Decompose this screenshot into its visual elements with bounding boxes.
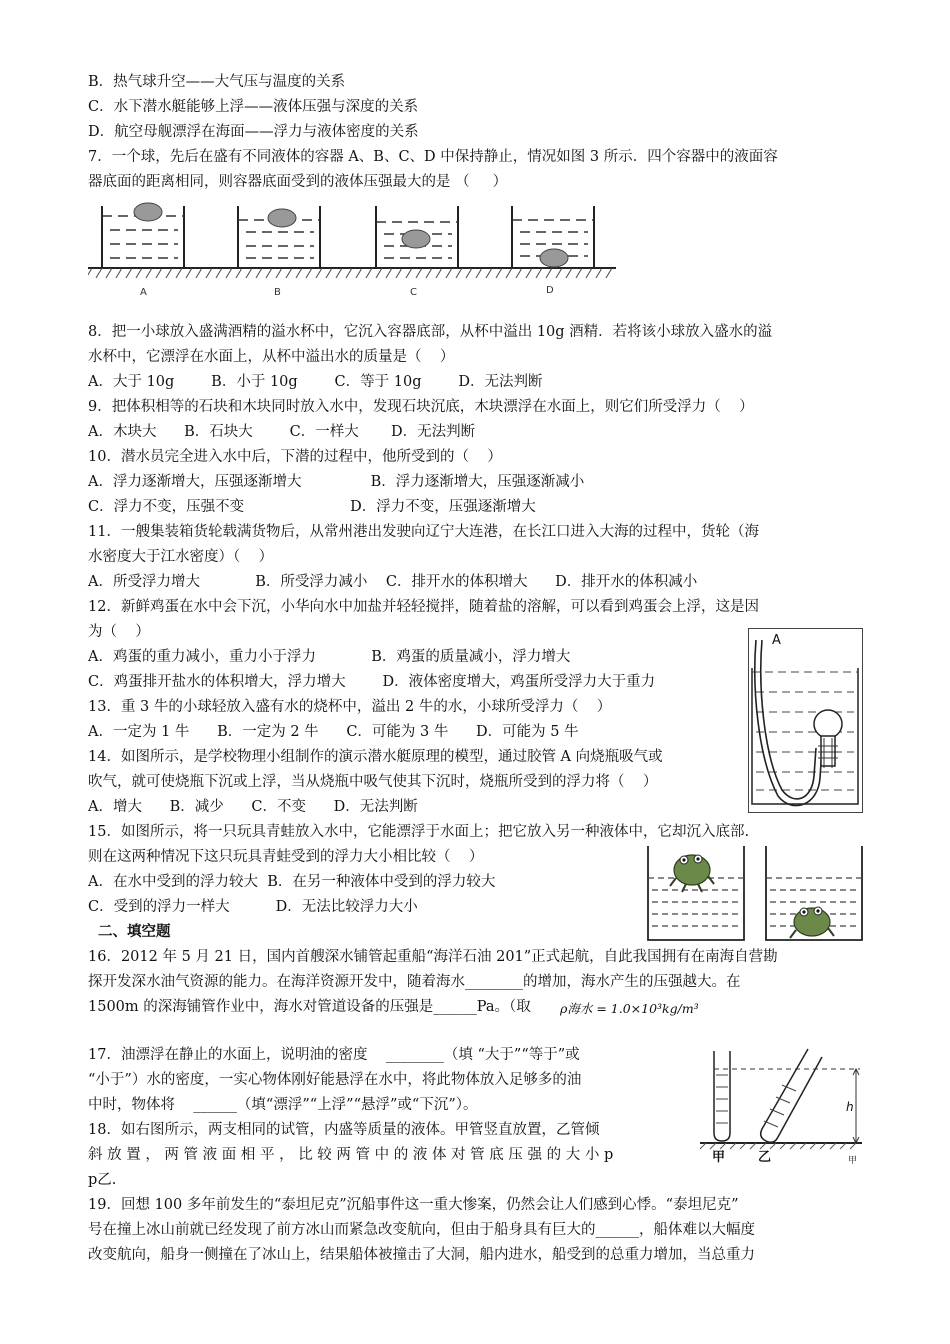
label-c: C	[410, 287, 417, 298]
question-11-cont: 水密度大于江水密度）（ ）	[88, 549, 274, 565]
q11-options: A．所受浮力增大 B．所受浮力减小 C．排开水的体积增大 D．排开水的体积减小	[88, 574, 698, 590]
question-15: 15．如图所示，将一只玩具青蛙放入水中，它能漂浮于水面上；把它放入另一种液体中，它却沉入底部.	[88, 824, 750, 840]
question-16-cont: 探开发深水油气资源的能力。在海洋资源开发中，随着海水________的增加，海水产生的压强越大。在	[88, 974, 741, 990]
question-12-cont: 为（ ）	[88, 624, 150, 640]
ball-c	[402, 230, 430, 248]
q13-options: A．一定为 1 牛 B．一定为 2 牛 C．可能为 3 牛 D．可能为 5 牛	[88, 724, 579, 740]
question-13: 13．重 3 牛的小球轻放入盛有水的烧杯中，溢出 2 牛的水，小球所受浮力（ ）	[88, 699, 612, 715]
question-12: 12．新鲜鸡蛋在水中会下沉，小华向水中加盐并轻轻搅拌，随着盐的溶解，可以看到鸡蛋会上浮，这是因	[88, 599, 759, 615]
q15-options-cd: C．受到的浮力一样大 D．无法比较浮力大小	[88, 899, 418, 915]
question-17-cont2: 中时，物体将 ______（填“漂浮”“上浮”“悬浮”或“下沉”）。	[88, 1097, 478, 1113]
q14-options: A．增大 B．减少 C．不变 D．无法判断	[88, 799, 418, 815]
label-d: D	[546, 285, 554, 296]
label-b: B	[274, 287, 281, 298]
rubber-tube	[755, 640, 822, 806]
question-9: 9．把体积相等的石块和木块同时放入水中，发现石块沉底，木块漂浮在水面上，则它们所受浮力（ ）	[88, 399, 754, 415]
question-18: 18．如右图所示，两支相同的试管，内盛等质量的液体。甲管竖直放置，乙管倾	[88, 1122, 600, 1138]
question-8-cont: 水杯中，它漂浮在水面上，从杯中溢出水的质量是（ ）	[88, 349, 455, 365]
tube-label-a: A	[772, 633, 781, 648]
question-7: 7．一个球，先后在盛有不同液体的容器 A、B、C、D 中保持静止，情况如图 3 所示．四个容器中的液面容	[88, 149, 778, 165]
q15-options-ab: A．在水中受到的浮力较大 B．在另一种液体中受到的浮力较大	[88, 874, 496, 890]
question-18-cont2: p乙.	[88, 1172, 117, 1188]
option-c: C．水下潜水艇能够上浮——液体压强与深度的关系	[88, 99, 419, 115]
question-8: 8．把一小球放入盛满酒精的溢水杯中，它沉入容器底部，从杯中溢出 10g 酒精．若将该小球放入盛水的溢	[88, 324, 773, 340]
option-d: D．航空母舰漂浮在海面——浮力与液体密度的关系	[88, 124, 419, 140]
height-label: h	[846, 1100, 854, 1114]
question-16: 16．2012 年 5 月 21 日，国内首艘深水铺管起重船“海洋石油 201”正式起航，自此我国拥有在南海自营勘	[88, 949, 778, 965]
ball-a	[134, 203, 162, 221]
question-19-cont: 号在撞上冰山前就已经发现了前方冰山而紧急改变航向，但由于船身具有巨大的______，船体难以大幅度	[88, 1222, 755, 1238]
option-b: B．热气球升空——大气压与温度的关系	[88, 74, 346, 90]
question-11: 11．一艘集装箱货轮载满货物后，从常州港出发驶向辽宁大连港，在长江口进入大海的过程中，货轮（海	[88, 524, 759, 540]
figure-submarine-model	[748, 628, 863, 813]
seawater-density-formula: ρ海水 = 1.0×10³kg/m³	[560, 1001, 699, 1016]
question-7-cont: 器底面的距离相同，则容器底面受到的液体压强最大的是 （ ）	[88, 174, 508, 190]
question-19-cont2: 改变航向，船身一侧撞在了冰山上，结果船体被撞击了大洞，船内进水，船受到的总重力增加，当总重力	[88, 1247, 755, 1263]
figure-toy-frogs	[640, 842, 870, 944]
q12-options-cd: C．鸡蛋排开盐水的体积增大，浮力增大 D．液体密度增大，鸡蛋所受浮力大于重力	[88, 674, 656, 690]
q10-options-cd: C．浮力不变，压强不变 D．浮力不变，压强逐渐增大	[88, 499, 536, 515]
q10-options-ab: A．浮力逐渐增大，压强逐渐增大 B．浮力逐渐增大，压强逐渐减小	[88, 474, 585, 490]
question-17-cont: “小于”）水的密度，一实心物体刚好能悬浮在水中，将此物体放入足够多的油	[88, 1072, 582, 1088]
figure-test-tubes	[700, 1045, 870, 1165]
q9-options: A．木块大 B．石块大 C．一样大 D．无法判断	[88, 424, 476, 440]
tube-label-jia: 甲	[712, 1150, 726, 1165]
question-15-cont: 则在这两种情况下这只玩具青蛙受到的浮力大小相比较（ ）	[88, 849, 484, 865]
question-17: 17．油漂浮在静止的水面上，说明油的密度 ________（填 “大于”“等于”或	[88, 1047, 580, 1063]
question-18-cont: 斜 放 置 ， 两 管 液 面 相 平 ， 比 较 两 管 中 的 液 体 对 管 底 压 强 的 大 小 p	[88, 1147, 614, 1163]
label-a: A	[140, 287, 147, 298]
question-19: 19．回想 100 多年前发生的“泰坦尼克”沉船事件这一重大惨案，仍然会让人们感到心悸。“泰坦尼克”	[88, 1197, 739, 1213]
tube-label-yi: 乙	[758, 1150, 772, 1165]
section-fill-in: 二、填空题	[98, 923, 171, 940]
p-sub-jia: 甲	[848, 1156, 858, 1166]
q8-options: A．大于 10g B．小于 10g C．等于 10g D．无法判断	[88, 374, 543, 390]
question-10: 10．潜水员完全进入水中后，下潜的过程中，他所受到的（ ）	[88, 449, 502, 465]
ball-b	[268, 209, 296, 227]
figure-containers-abcd	[88, 198, 618, 300]
frog-sunk	[790, 907, 834, 938]
frog-floating	[670, 855, 714, 892]
q12-options-ab: A．鸡蛋的重力减小，重力小于浮力 B．鸡蛋的质量减小，浮力增大	[88, 649, 571, 665]
question-14-cont: 吹气，就可使烧瓶下沉或上浮，当从烧瓶中吸气使其下沉时，烧瓶所受到的浮力将（ ）	[88, 774, 658, 790]
question-14: 14．如图所示，是学校物理小组制作的演示潜水艇原理的模型，通过胶管 A 向烧瓶吸气或	[88, 749, 663, 765]
question-16-cont2: 1500m 的深海铺管作业中，海水对管道设备的压强是______Pa。（取	[88, 999, 531, 1015]
ball-d	[540, 249, 568, 267]
